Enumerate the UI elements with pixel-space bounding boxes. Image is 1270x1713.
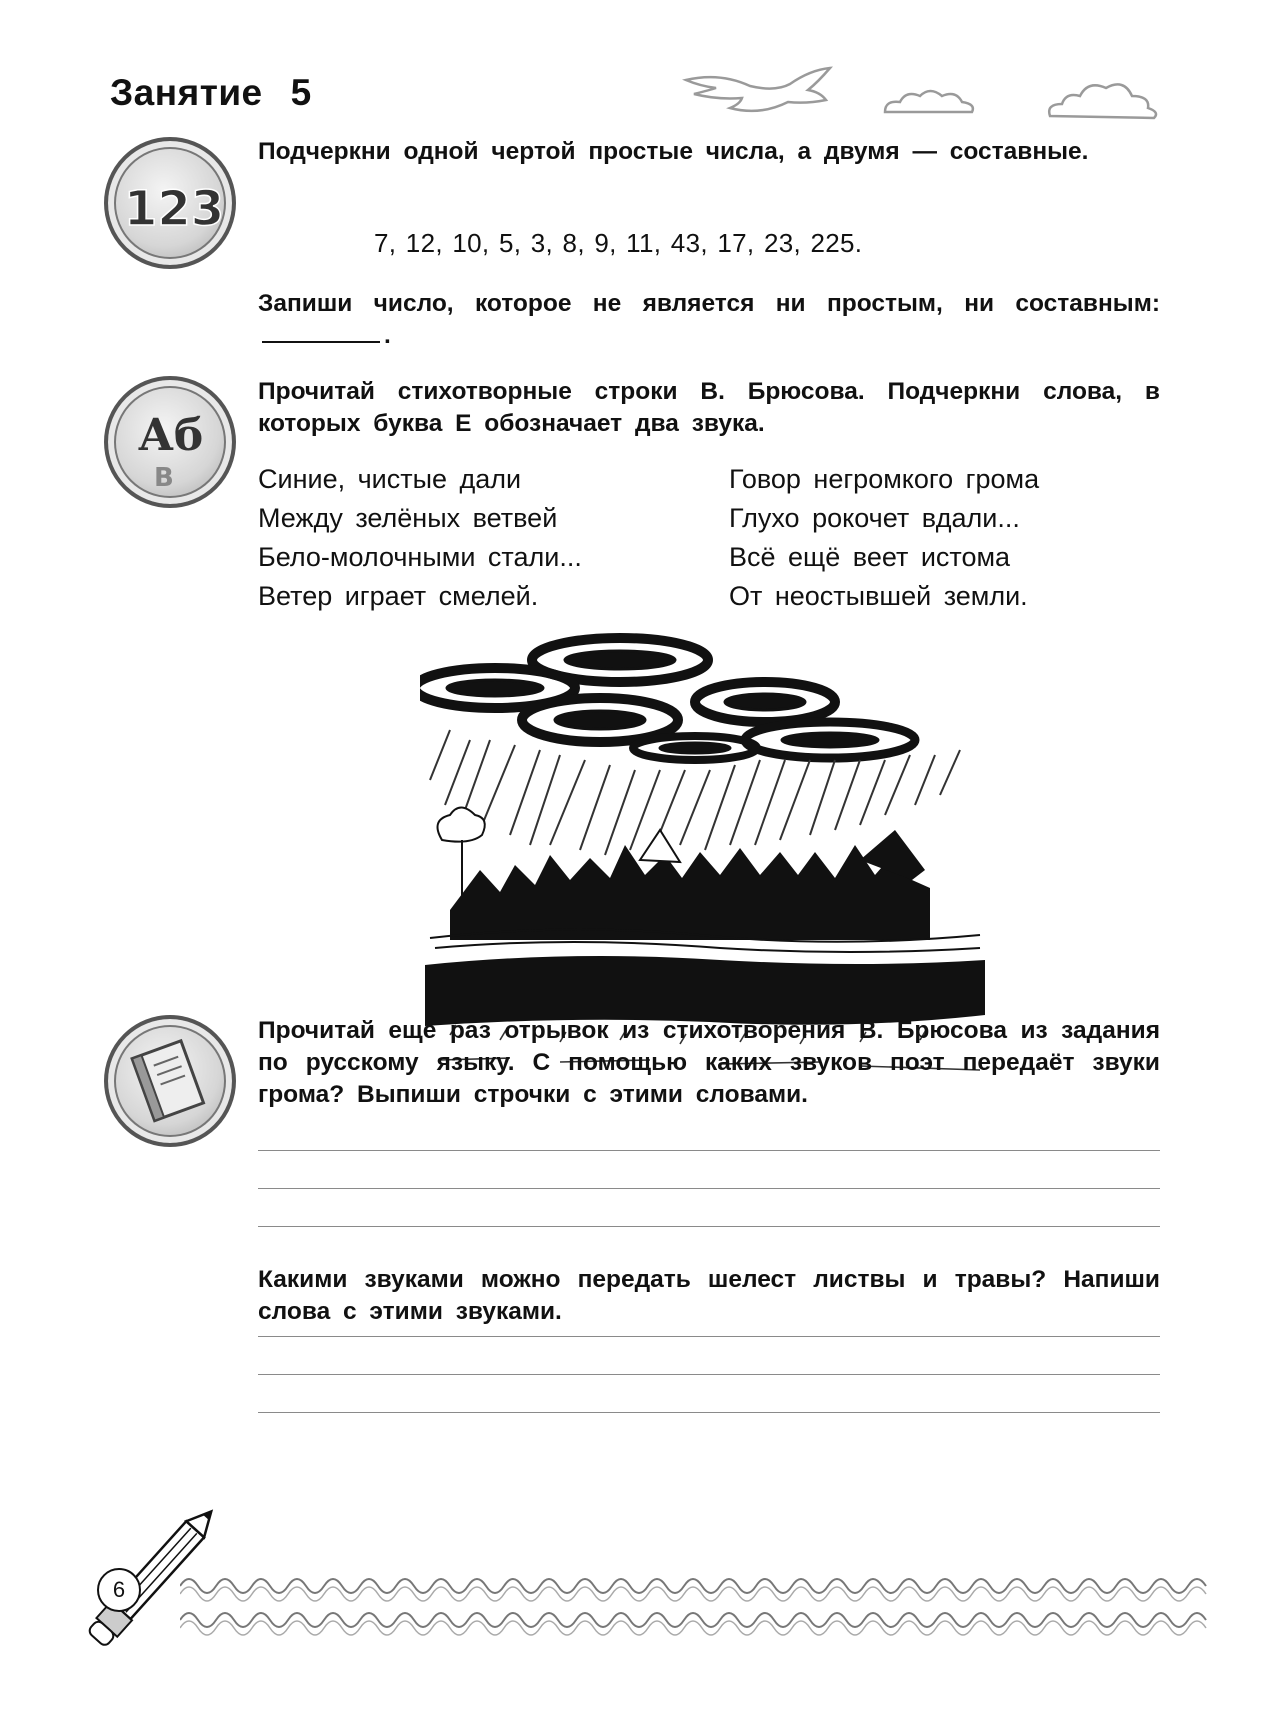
writing-line[interactable] <box>258 1336 1160 1337</box>
writing-line[interactable] <box>258 1188 1160 1189</box>
svg-text:Аб: Аб <box>138 410 204 461</box>
task5-instruction: Какими звуками можно передать шелест листвы и травы? Напиши слова с этими звуками. <box>258 1266 1160 1325</box>
letters-icon <box>108 380 232 504</box>
number-list: 7, 12, 10, 5, 3, 8, 9, 11, 43, 17, 23, 225. <box>374 228 863 258</box>
task3-instruction: Прочитай стихотворные строки В. Брюсова. Подчеркни слова, в которых буква Е обозначает два звука. <box>258 378 1160 437</box>
writing-line[interactable] <box>258 1150 1160 1151</box>
cloud-icon <box>885 91 973 112</box>
poem-line: Бело-молочными стали... <box>258 542 582 572</box>
math-badge <box>104 137 236 269</box>
task2-end: . <box>384 322 391 349</box>
answer-blank[interactable] <box>262 325 380 343</box>
poem-line: Ветер играет смелей. <box>258 581 539 611</box>
poem-line: От неостывшей земли. <box>729 581 1028 611</box>
poem-line: Между зелёных ветвей <box>258 503 558 533</box>
poem-right-column <box>729 460 1039 616</box>
cloud-icon <box>420 638 915 760</box>
writing-line[interactable] <box>258 1374 1160 1375</box>
bird-icon <box>686 68 830 111</box>
letters-badge <box>104 376 236 508</box>
poem-line: Синие, чистые дали <box>258 464 522 494</box>
lesson-word: Занятие <box>110 72 263 113</box>
poem-line: Глухо рокочет вдали... <box>729 503 1020 533</box>
poem-line: Говор негромкого грома <box>729 464 1040 494</box>
reading-badge <box>104 1015 236 1147</box>
header-decoration <box>680 60 1190 130</box>
svg-text:В: В <box>154 463 174 493</box>
numbers-icon <box>108 141 232 265</box>
page-number: 6 <box>97 1568 141 1612</box>
task1-instruction: Подчеркни одной чертой простые числа, а двумя — составные. <box>258 138 1089 165</box>
forest-silhouette <box>450 830 930 940</box>
writing-line[interactable] <box>258 1412 1160 1413</box>
task4-instruction: Прочитай ещё раз отрывок из стихотворения В. Брюсова из задания по русскому языку. С помощью каких звуков поэт передаёт звуки грома? Выпиши строчки с этими словами. <box>258 1017 1160 1108</box>
lesson-number: 5 <box>290 72 312 113</box>
svg-text:123: 123 <box>124 181 225 237</box>
task2-text: Запиши число, которое не является ни простым, ни составным: <box>258 290 1160 317</box>
task2-instruction <box>258 288 1160 352</box>
book-icon <box>108 1019 232 1143</box>
writing-line[interactable] <box>258 1226 1160 1227</box>
lesson-title <box>110 72 312 114</box>
cloud-icon <box>1049 84 1156 118</box>
poem-line: Всё ещё веет истома <box>729 542 1011 572</box>
wave-decoration <box>180 1572 1220 1642</box>
poem-left-column <box>258 460 582 616</box>
